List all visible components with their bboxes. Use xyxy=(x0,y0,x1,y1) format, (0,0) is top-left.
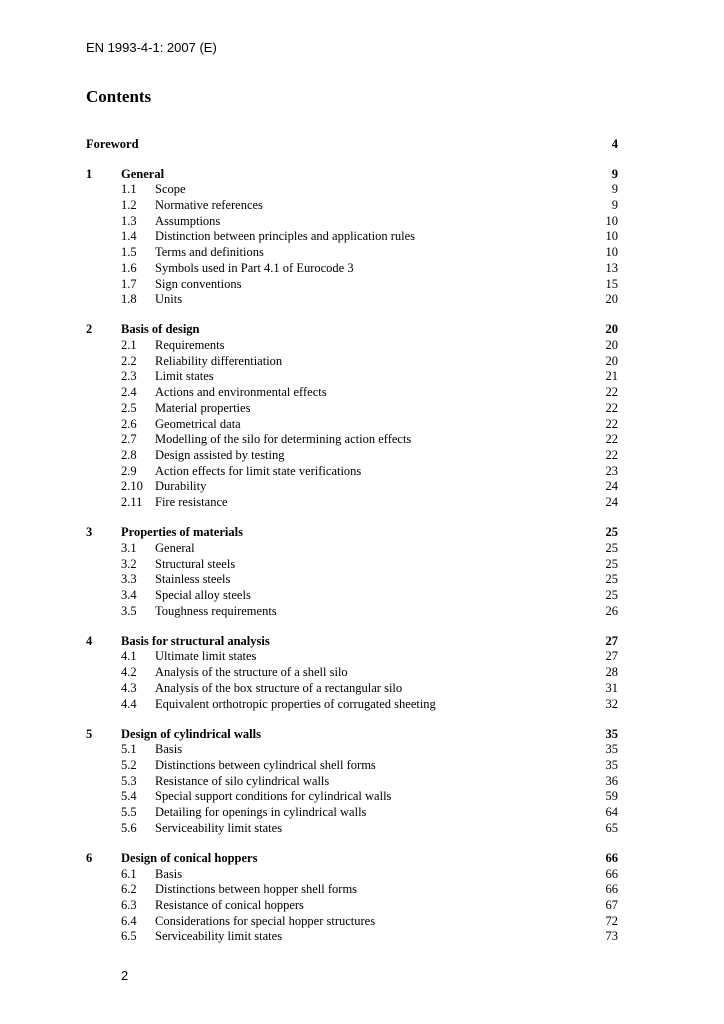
toc-section-number: 5.1 xyxy=(121,742,137,757)
toc-indent xyxy=(86,214,121,230)
toc-section-1.1[interactable] xyxy=(86,182,618,198)
toc-section-page: 35 xyxy=(605,742,618,757)
toc-section-3.3[interactable] xyxy=(86,572,618,588)
toc-section-title: Detailing for openings in cylindrical walls xyxy=(155,805,367,820)
toc-section-title: Material properties xyxy=(155,400,251,415)
toc-section-title: Special alloy steels xyxy=(155,587,251,602)
toc-section-number: 6.4 xyxy=(121,913,137,928)
toc-indent xyxy=(86,464,121,480)
contents-heading: Contents xyxy=(86,87,152,106)
toc-section-title: Modelling of the silo for determining action effects xyxy=(155,432,412,447)
toc-section-page: 9 xyxy=(611,182,618,197)
toc-section-number: 1.3 xyxy=(121,213,137,228)
toc-section-page: 66 xyxy=(605,882,618,897)
toc-section-number: 1.2 xyxy=(121,198,137,213)
toc-section-page: 20 xyxy=(605,353,618,368)
toc-indent xyxy=(86,354,121,370)
toc-section-title: Limit states xyxy=(155,369,214,384)
toc-section-title: Normative references xyxy=(155,198,263,213)
toc-indent xyxy=(86,882,121,898)
toc-indent xyxy=(86,277,121,293)
toc-section-title: Actions and environmental effects xyxy=(155,385,327,400)
toc-section-title: Basis xyxy=(155,742,183,757)
toc-chapter-number: 6 xyxy=(86,851,93,865)
toc-chapter-number: 3 xyxy=(86,525,93,540)
toc-section-2.2[interactable] xyxy=(86,354,618,370)
toc-chapter-title: General xyxy=(121,166,165,181)
toc-indent xyxy=(86,821,121,837)
toc-section-1.5[interactable] xyxy=(86,245,618,261)
toc-section-2.6[interactable] xyxy=(86,417,618,433)
toc-section-number: 6.1 xyxy=(121,866,137,881)
toc-section-number: 1.5 xyxy=(121,245,137,260)
toc-section-title: Durability xyxy=(155,479,207,494)
toc-section-number: 2.7 xyxy=(121,432,137,447)
toc-section-number: 5.3 xyxy=(121,773,137,788)
toc-indent xyxy=(86,774,121,790)
toc-section-title: Units xyxy=(155,292,183,307)
toc-section-page: 25 xyxy=(605,540,618,555)
toc-entry-page: 4 xyxy=(611,137,618,151)
toc-section-2.10[interactable] xyxy=(86,479,618,495)
toc-chapter-5[interactable] xyxy=(86,727,618,743)
toc-section-page: 10 xyxy=(605,245,618,260)
toc-section-page: 10 xyxy=(605,229,618,244)
toc-section-number: 5.5 xyxy=(121,805,137,820)
toc-section-title: Structural steels xyxy=(155,556,236,571)
toc-section-title: Ultimate limit states xyxy=(155,649,257,664)
toc-section-page: 22 xyxy=(605,400,618,415)
toc-section-2.3[interactable] xyxy=(86,369,618,385)
toc-indent xyxy=(86,898,121,914)
toc-section-number: 1.4 xyxy=(121,229,137,244)
toc-section-number: 2.4 xyxy=(121,385,137,400)
toc-indent xyxy=(86,681,121,697)
toc-indent xyxy=(86,805,121,821)
toc-section-page: 22 xyxy=(605,432,618,447)
toc-chapter-title: Basis of design xyxy=(121,322,200,337)
toc-indent xyxy=(86,557,121,573)
toc-section-number: 1.1 xyxy=(121,182,137,197)
toc-section-number: 3.3 xyxy=(121,572,137,587)
toc-chapter-page: 20 xyxy=(605,322,618,337)
toc-section-6.4[interactable] xyxy=(86,914,618,930)
toc-indent xyxy=(86,742,121,758)
toc-indent xyxy=(86,758,121,774)
toc-section-title: Fire resistance xyxy=(155,494,228,509)
toc-indent xyxy=(86,604,121,620)
toc-section-title: Terms and definitions xyxy=(155,245,264,260)
toc-section-title: Symbols used in Part 4.1 of Eurocode 3 xyxy=(155,260,354,275)
toc-section-2.8[interactable] xyxy=(86,448,618,464)
toc-section-2.11[interactable] xyxy=(86,495,618,511)
toc-section-4.4[interactable] xyxy=(86,697,618,713)
toc-section-number: 4.3 xyxy=(121,680,137,695)
toc-section-number: 4.2 xyxy=(121,665,137,680)
toc-section-page: 15 xyxy=(605,276,618,291)
toc-indent xyxy=(86,385,121,401)
toc-section-number: 6.2 xyxy=(121,882,137,897)
toc-section-number: 1.8 xyxy=(121,292,137,307)
toc-chapter-number: 5 xyxy=(86,726,93,741)
toc-section-title: Action effects for limit state verifications xyxy=(155,463,362,478)
toc-section-6.1[interactable] xyxy=(86,867,618,883)
toc-section-5.2[interactable] xyxy=(86,758,618,774)
toc-section-page: 23 xyxy=(605,463,618,478)
table-of-contents xyxy=(86,137,618,945)
toc-chapter-title: Properties of materials xyxy=(121,525,243,540)
toc-indent xyxy=(86,697,121,713)
toc-section-number: 2.2 xyxy=(121,353,137,368)
toc-section-number: 2.3 xyxy=(121,369,137,384)
toc-section-title: Analysis of the box structure of a rectangular silo xyxy=(155,680,403,695)
toc-section-title: Basis xyxy=(155,866,183,881)
toc-indent xyxy=(86,292,121,308)
toc-indent xyxy=(86,914,121,930)
toc-section-number: 2.9 xyxy=(121,463,137,478)
toc-section-page: 27 xyxy=(605,649,618,664)
toc-section-3.1[interactable] xyxy=(86,541,618,557)
toc-entry-foreword[interactable] xyxy=(86,137,618,153)
toc-chapter-1[interactable] xyxy=(86,167,618,183)
toc-section-number: 4.1 xyxy=(121,649,137,664)
toc-section-page: 66 xyxy=(605,866,618,881)
toc-section-page: 10 xyxy=(605,213,618,228)
toc-section-page: 21 xyxy=(605,369,618,384)
toc-section-title: Sign conventions xyxy=(155,276,242,291)
toc-chapter-4[interactable] xyxy=(86,634,618,650)
toc-section-2.7[interactable] xyxy=(86,432,618,448)
toc-chapter-3[interactable] xyxy=(86,525,618,541)
toc-chapter-title: Design of conical hoppers xyxy=(121,851,258,865)
toc-section-page: 31 xyxy=(605,680,618,695)
toc-indent xyxy=(86,929,121,945)
toc-section-number: 2.1 xyxy=(121,338,137,353)
toc-chapter-2[interactable] xyxy=(86,322,618,338)
toc-section-number: 6.3 xyxy=(121,898,137,913)
toc-section-title: Resistance of silo cylindrical walls xyxy=(155,773,330,788)
toc-section-3.5[interactable] xyxy=(86,604,618,620)
toc-section-page: 24 xyxy=(605,479,618,494)
toc-chapter-number: 4 xyxy=(86,633,93,648)
toc-section-number: 5.2 xyxy=(121,758,137,773)
toc-chapter-page: 27 xyxy=(605,633,618,648)
toc-section-page: 59 xyxy=(605,789,618,804)
toc-section-1.7[interactable] xyxy=(86,277,618,293)
toc-section-title: Equivalent orthotropic properties of corrugated sheeting xyxy=(155,696,436,711)
toc-section-title: Distinctions between hopper shell forms xyxy=(155,882,358,897)
toc-section-title: Resistance of conical hoppers xyxy=(155,898,304,913)
toc-section-number: 1.7 xyxy=(121,276,137,291)
toc-indent xyxy=(86,867,121,883)
toc-section-2.5[interactable] xyxy=(86,401,618,417)
toc-section-page: 73 xyxy=(605,929,618,944)
toc-section-6.5[interactable] xyxy=(86,929,618,945)
toc-indent xyxy=(86,495,121,511)
toc-section-4.3[interactable] xyxy=(86,681,618,697)
toc-section-number: 2.10 xyxy=(121,479,143,494)
toc-section-title: Toughness requirements xyxy=(155,603,277,618)
toc-chapter-page: 25 xyxy=(605,525,618,540)
toc-section-page: 25 xyxy=(605,572,618,587)
toc-section-2.4[interactable] xyxy=(86,385,618,401)
toc-section-page: 20 xyxy=(605,292,618,307)
toc-section-title: General xyxy=(155,540,195,555)
toc-chapter-6[interactable] xyxy=(86,851,618,867)
toc-section-6.2[interactable] xyxy=(86,882,618,898)
toc-indent xyxy=(86,261,121,277)
toc-section-page: 64 xyxy=(605,805,618,820)
toc-chapter-page: 9 xyxy=(611,166,618,181)
toc-section-5.5[interactable] xyxy=(86,805,618,821)
toc-section-title: Special support conditions for cylindrical walls xyxy=(155,789,392,804)
toc-chapter-number: 2 xyxy=(86,322,93,337)
toc-section-number: 2.11 xyxy=(121,494,143,509)
toc-section-1.2[interactable] xyxy=(86,198,618,214)
toc-section-title: Considerations for special hopper structures xyxy=(155,913,376,928)
toc-section-number: 3.2 xyxy=(121,556,137,571)
toc-indent xyxy=(86,789,121,805)
toc-indent xyxy=(86,572,121,588)
toc-section-5.6[interactable] xyxy=(86,821,618,837)
toc-chapter-title: Basis for structural analysis xyxy=(121,633,270,648)
toc-section-number: 3.4 xyxy=(121,587,137,602)
toc-section-number: 1.6 xyxy=(121,260,137,275)
toc-section-title: Geometrical data xyxy=(155,416,241,431)
toc-indent xyxy=(86,432,121,448)
toc-section-5.1[interactable] xyxy=(86,742,618,758)
toc-section-page: 9 xyxy=(611,198,618,213)
toc-section-2.1[interactable] xyxy=(86,338,618,354)
toc-section-1.6[interactable] xyxy=(86,261,618,277)
toc-section-page: 22 xyxy=(605,385,618,400)
page-number: 2 xyxy=(121,968,129,983)
toc-section-page: 24 xyxy=(605,494,618,509)
toc-section-number: 2.8 xyxy=(121,447,137,462)
toc-section-number: 3.1 xyxy=(121,540,137,555)
toc-chapter-page: 35 xyxy=(605,726,618,741)
toc-indent xyxy=(86,649,121,665)
toc-section-page: 22 xyxy=(605,447,618,462)
toc-indent xyxy=(86,541,121,557)
toc-section-page: 25 xyxy=(605,556,618,571)
toc-chapters xyxy=(86,167,618,945)
toc-section-number: 5.6 xyxy=(121,820,137,835)
toc-section-page: 65 xyxy=(605,820,618,835)
toc-indent xyxy=(86,448,121,464)
toc-section-page: 35 xyxy=(605,758,618,773)
toc-section-6.3[interactable] xyxy=(86,898,618,914)
toc-section-page: 13 xyxy=(605,260,618,275)
toc-section-title: Distinctions between cylindrical shell forms xyxy=(155,758,376,773)
toc-section-title: Analysis of the structure of a shell silo xyxy=(155,665,348,680)
toc-section-3.2[interactable] xyxy=(86,557,618,573)
toc-section-1.4[interactable] xyxy=(86,229,618,245)
toc-indent xyxy=(86,198,121,214)
toc-section-3.4[interactable] xyxy=(86,588,618,604)
toc-section-number: 2.6 xyxy=(121,416,137,431)
toc-indent xyxy=(86,479,121,495)
toc-indent xyxy=(86,665,121,681)
toc-indent xyxy=(86,338,121,354)
toc-indent xyxy=(86,401,121,417)
toc-section-title: Distinction between principles and application rules xyxy=(155,229,415,244)
toc-section-5.4[interactable] xyxy=(86,789,618,805)
toc-section-title: Design assisted by testing xyxy=(155,447,285,462)
toc-section-5.3[interactable] xyxy=(86,774,618,790)
toc-section-title: Serviceability limit states xyxy=(155,820,283,835)
toc-section-1.3[interactable] xyxy=(86,214,618,230)
toc-indent xyxy=(86,588,121,604)
toc-section-page: 22 xyxy=(605,416,618,431)
toc-section-4.1[interactable] xyxy=(86,649,618,665)
toc-section-page: 67 xyxy=(605,898,618,913)
toc-indent xyxy=(86,417,121,433)
toc-section-page: 72 xyxy=(605,913,618,928)
toc-section-title: Scope xyxy=(155,182,186,197)
toc-section-page: 28 xyxy=(605,665,618,680)
toc-section-number: 6.5 xyxy=(121,929,137,944)
toc-section-number: 5.4 xyxy=(121,789,137,804)
toc-chapter-page: 66 xyxy=(605,851,618,865)
toc-section-page: 20 xyxy=(605,338,618,353)
toc-section-page: 25 xyxy=(605,587,618,602)
toc-section-page: 32 xyxy=(605,696,618,711)
toc-indent xyxy=(86,229,121,245)
toc-section-2.9[interactable] xyxy=(86,464,618,480)
toc-section-page: 36 xyxy=(605,773,618,788)
toc-indent xyxy=(86,182,121,198)
toc-section-number: 4.4 xyxy=(121,696,137,711)
toc-entry-title: Foreword xyxy=(86,137,139,151)
toc-section-1.8[interactable] xyxy=(86,292,618,308)
toc-chapter-title: Design of cylindrical walls xyxy=(121,726,261,741)
toc-section-page: 26 xyxy=(605,603,618,618)
toc-section-title: Reliability differentiation xyxy=(155,353,283,368)
toc-section-title: Assumptions xyxy=(155,213,221,228)
toc-chapter-number: 1 xyxy=(86,166,93,181)
toc-section-title: Stainless steels xyxy=(155,572,231,587)
toc-section-4.2[interactable] xyxy=(86,665,618,681)
toc-indent xyxy=(86,369,121,385)
toc-section-number: 2.5 xyxy=(121,400,137,415)
running-header: EN 1993-4-1: 2007 (E) xyxy=(86,40,217,55)
toc-indent xyxy=(86,245,121,261)
toc-section-title: Requirements xyxy=(155,338,225,353)
toc-section-number: 3.5 xyxy=(121,603,137,618)
toc-section-title: Serviceability limit states xyxy=(155,929,283,944)
